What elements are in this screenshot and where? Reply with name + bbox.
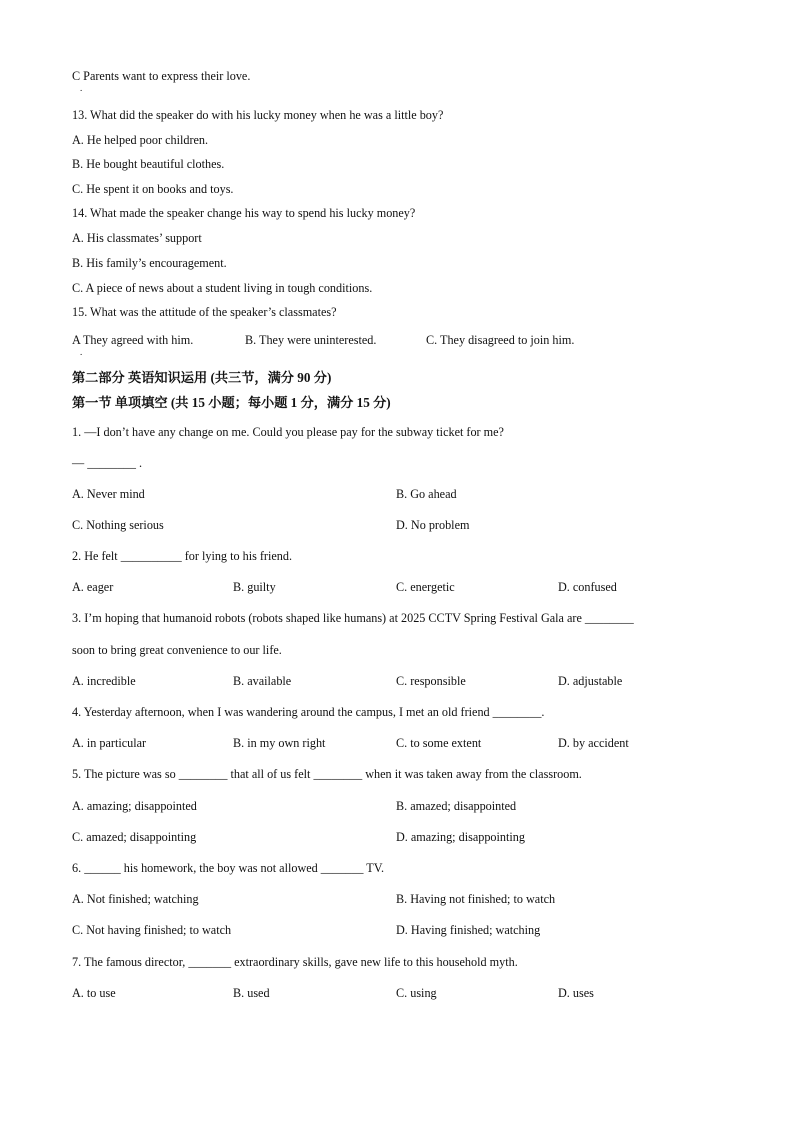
question-2-option-d: D. confused (558, 580, 617, 594)
question-6-option-a: A. Not finished; watching (72, 892, 199, 906)
listening-question-13: 13. What did the speaker do with his lucky money when he was a little boy? (72, 108, 444, 122)
listening-14-option-b: B. His family’s encouragement. (72, 256, 227, 270)
listening-15-option-a: A They agreed with him. (72, 333, 194, 347)
question-6-option-b: B. Having not finished; to watch (396, 892, 556, 906)
question-3-option-c: C. responsible (396, 674, 466, 688)
question-2-option-a: A. eager (72, 580, 114, 594)
dot-mark: . (80, 347, 83, 357)
question-1-reply: — ________ . (72, 456, 143, 470)
question-1-option-b: B. Go ahead (396, 487, 457, 501)
question-2-stem: 2. He felt __________ for lying to his friend. (72, 549, 293, 563)
dot-mark: . (80, 83, 83, 93)
question-5-option-c: C. amazed; disappointing (72, 830, 197, 844)
question-5-stem: 5. The picture was so ________ that all of us felt ________ when it was taken away from the classroom. (72, 767, 582, 781)
listening-13-option-a: A. He helped poor children. (72, 133, 209, 147)
question-3-stem-continued: soon to bring great convenience to our life. (72, 643, 282, 657)
carryover-option-c: C Parents want to express their love. (72, 69, 251, 83)
listening-15-option-b: B. They were uninterested. (245, 333, 377, 347)
listening-15-option-c: C. They disagreed to join him. (426, 333, 575, 347)
question-5-option-b: B. amazed; disappointed (396, 799, 517, 813)
question-4-option-a: A. in particular (72, 736, 147, 750)
question-7-stem: 7. The famous director, _______ extraordinary skills, gave new life to this household myth. (72, 955, 518, 969)
question-4-stem: 4. Yesterday afternoon, when I was wandering around the campus, I met an old friend ________. (72, 705, 545, 719)
question-3-stem: 3. I’m hoping that humanoid robots (robots shaped like humans) at 2025 CCTV Spring Festival Gala are ________ (72, 611, 634, 625)
section-one-title: 第一节 单项填空 (共 15 小题；每小题 1 分，满分 15 分) (72, 395, 391, 410)
part-two-title: 第二部分 英语知识运用 (共三节，满分 90 分) (72, 370, 332, 385)
question-1-option-d: D. No problem (396, 518, 470, 532)
question-3-option-d: D. adjustable (558, 674, 623, 688)
question-6-stem: 6. ______ his homework, the boy was not allowed _______ TV. (72, 861, 384, 875)
listening-14-option-a: A. His classmates’ support (72, 231, 202, 245)
question-4-option-d: D. by accident (558, 736, 629, 750)
question-5-option-d: D. amazing; disappointing (396, 830, 525, 844)
question-2-option-b: B. guilty (233, 580, 276, 594)
question-7-option-d: D. uses (558, 986, 594, 1000)
question-3-option-b: B. available (233, 674, 292, 688)
listening-13-option-b: B. He bought beautiful clothes. (72, 157, 225, 171)
question-7-option-b: B. used (233, 986, 270, 1000)
listening-14-option-c: C. A piece of news about a student living in tough conditions. (72, 281, 373, 295)
question-7-option-c: C. using (396, 986, 437, 1000)
question-2-option-c: C. energetic (396, 580, 455, 594)
question-1-option-c: C. Nothing serious (72, 518, 164, 532)
question-6-option-d: D. Having finished; watching (396, 923, 541, 937)
listening-question-14: 14. What made the speaker change his way to spend his lucky money? (72, 206, 416, 220)
question-1-stem: 1. —I don’t have any change on me. Could you please pay for the subway ticket for me? (72, 425, 504, 439)
listening-13-option-c: C. He spent it on books and toys. (72, 182, 234, 196)
question-4-option-c: C. to some extent (396, 736, 482, 750)
question-4-option-b: B. in my own right (233, 736, 326, 750)
question-3-option-a: A. incredible (72, 674, 136, 688)
question-7-option-a: A. to use (72, 986, 116, 1000)
question-5-option-a: A. amazing; disappointed (72, 799, 197, 813)
listening-question-15: 15. What was the attitude of the speaker’s classmates? (72, 305, 337, 319)
question-6-option-c: C. Not having finished; to watch (72, 923, 232, 937)
question-1-option-a: A. Never mind (72, 487, 145, 501)
